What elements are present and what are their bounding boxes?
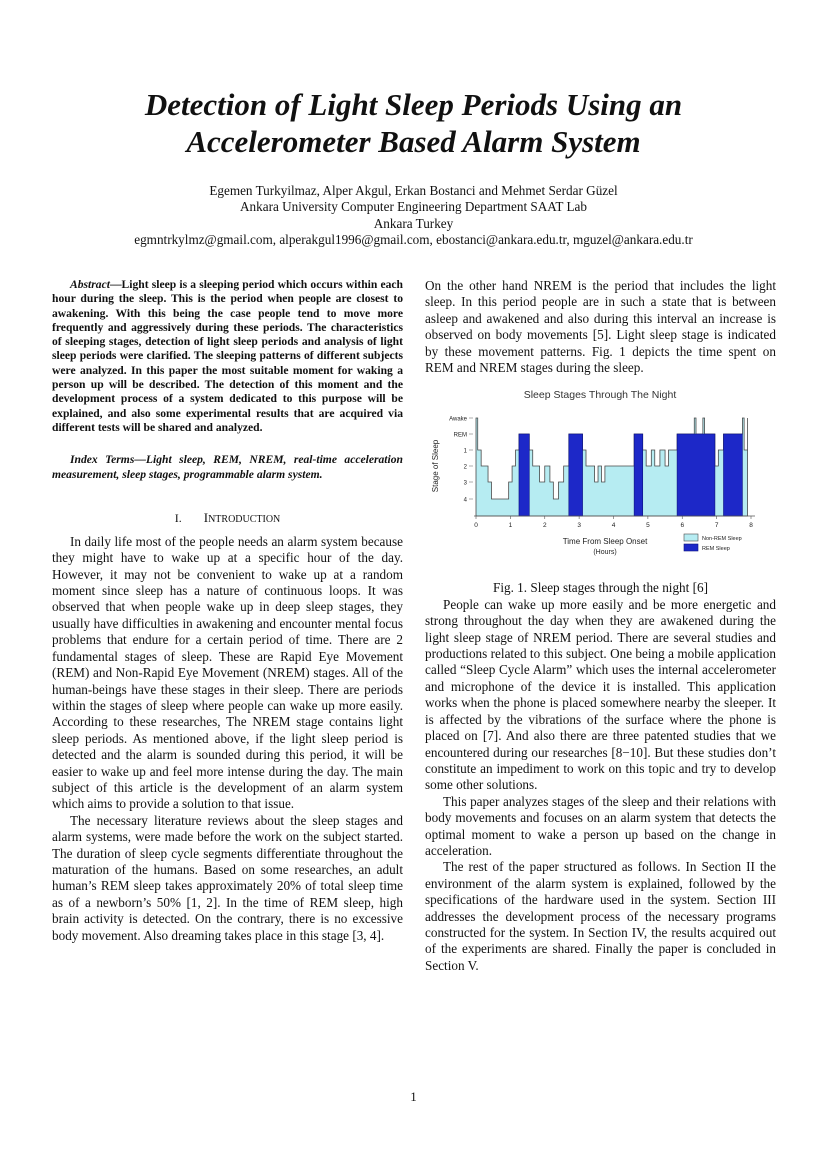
section-title-initial: I [203,509,209,525]
paper-title [40,86,787,160]
rem-period-bar [677,434,715,516]
rem-period-bar [569,434,583,516]
intro-paragraph-1: In daily life most of the people needs an alarm system because they might have to wake up at a specific hour of the day. However, it may not be convenient to wake up at a random moment since sleep has a nature of continuous loops. It was observed that when people wake up in deep sleep stages, they usually have difficulties in awakening and encounter mental focus problems that endure for a certain period of time. There are 2 fundamental stages of sleep. These are Rapid Eye Movement (REM) and Non-Rapid Eye Movement (NREM) stages. All of the human-beings have these stages in their sleep. There are periods within the stages of sleep where people can wake up more easily. According to these researches, The NREM stage contains light sleep periods. As mentioned above, if the light sleep period is detected and the alarm is sounded during this period, it will be easier to wake up and feel more intense during the day. The main subject of this article is the development of an alarm system which aims to provide a solution to that issue. [52,533,403,812]
x-axis-label-line-1: Time From Sleep Onset [562,537,648,547]
page-number: 1 [410,1089,417,1104]
figure-1 [425,386,776,572]
x-tick-label: 3 [577,522,581,530]
x-tick-label: 6 [680,522,685,530]
rem-period-bar [634,434,643,516]
x-tick-label: 1 [508,522,513,530]
author-names: Egemen Turkyilmaz, Alper Akgul, Erkan Bostanci and Mehmet Serdar Güzel [209,183,618,198]
y-tick-label: Awake [449,416,467,423]
legend-swatch-rem [684,544,698,551]
rem-period-bar [519,434,529,516]
title-line-1: Detection of Light Sleep Periods Using an [144,87,683,122]
legend-swatch-nrem [684,534,698,541]
left-column [52,278,403,944]
y-tick-label: 1 [463,448,467,455]
author-block [20,183,807,248]
legend-label-nrem: Non-REM Sleep [702,536,742,543]
x-tick-label: 0 [474,522,478,530]
sleep-stages-chart [425,386,776,572]
abstract-text: Light sleep is a sleeping period which occurs within each hour during the sleep. This is the period when people are closest to awakening. With this being the case people tend to move more frequently and aggressively during these periods. The characteristics of sleeping stages, detection of light sleep periods and analysis of light sleep periods were clarified. The sleeping patterns of different subjects were analyzed. In this paper the most suitable moment for waking a person up will be described. The detection of this moment and the development process of a system dedicated to this purpose will be explained, and also some experimental results that are acquired via different tests will be shared and analyzed. [52,278,403,434]
intro-paragraph-3: On the other hand NREM is the period that includes the light sleep. In this period people are in such a state that is between asleep and awakened and also during this interval an increase is observed on body movements [5]. Light sleep stage is indicated by these movement patterns. Fig. 1 depicts the time spent on REM and NREM stages during the sleep. [425,278,776,376]
index-terms: Index Terms—Light sleep, REM, NREM, real-time acceleration measurement, sleep stages, programmable alarm system. [52,453,403,481]
figure-caption: Fig. 1. Sleep stages through the night [6] [492,580,708,596]
section-heading-introduction [52,510,403,528]
author-emails: egmntrkylmz@gmail.com, alperakgul1996@gmail.com, ebostanci@ankara.edu.tr, mguzel@ankara.edu.tr [134,231,693,247]
affiliation-department: Ankara University Computer Engineering Department SAAT Lab [240,199,587,215]
intro-paragraph-4: People can wake up more easily and be more energetic and strong throughout the day when they are awakened during the light sleep stage of NREM period. There are several studies and productions related to this subject. One being a mobile application called “Sleep Cycle Alarm” which uses the internal accelerometer and microphone of the device it is installed. This application works when the phone is placed somewhere nearby the sleeper. It is affected by the vibrations of the surface where the phone is placed on [7]. And also there are three patented studies that we encountered during our researches [8−10]. But these studies don’t constitute an impediment to work on this topic and try to develop some other solutions. [425,596,776,793]
legend-label-rem: REM Sleep [702,546,730,553]
y-tick-label: 3 [463,480,467,487]
rem-period-bar [724,434,743,516]
right-column [425,278,776,974]
y-axis-label: Stage of Sleep [431,440,440,493]
chart-title: Sleep Stages Through The Night [523,389,677,402]
abstract [52,278,403,435]
intro-paragraph-6: The rest of the paper structured as follows. In Section II the environment of the alarm system is explained, followed by the specifications of the hardware used in the system. Section III addresses the development process of the necessary programs constructed for the system. In Section IV, the results acquired out of the experiments are shared. Finally the paper is concluded in Section V. [425,859,776,973]
section-number: I. [174,510,182,525]
y-tick-label: REM [453,432,467,439]
y-tick-label: 2 [463,464,467,471]
x-tick-label: 7 [714,522,719,530]
x-tick-label: 4 [611,522,616,530]
x-tick-label: 5 [646,522,650,530]
abstract-label: Abstract [70,278,110,291]
title-line-2: Accelerometer Based Alarm System [186,124,641,159]
section-title-rest: NTRODUCTION [208,513,281,525]
intro-paragraph-2: The necessary literature reviews about the sleep stages and alarm systems, were made before the work on the subject started. The duration of sleep cycle segments differentiate throughout the maturation of the humans. Based on some researches, an adult human’s REM sleep takes approximately 20% of total sleep time as of a newborn’s 50% [1, 2]. In the time of REM sleep, high brain activity is detected. On the contrary, there is no excessive body movement. Also dreaming takes place in this stage [3, 4]. [52,812,403,943]
abstract-dash: — [109,278,122,291]
intro-paragraph-5: This paper analyzes stages of the sleep and their relations with body movements and focuses on an alarm system that detects the optimal moment to wake a person up based on the change in acceleration. [425,793,776,858]
x-tick-label: 8 [749,522,753,530]
affiliation-location: Ankara Turkey [373,215,454,231]
y-tick-label: 4 [463,497,467,504]
x-axis-label-line-2: (Hours) [593,549,617,557]
x-tick-label: 2 [542,522,547,530]
